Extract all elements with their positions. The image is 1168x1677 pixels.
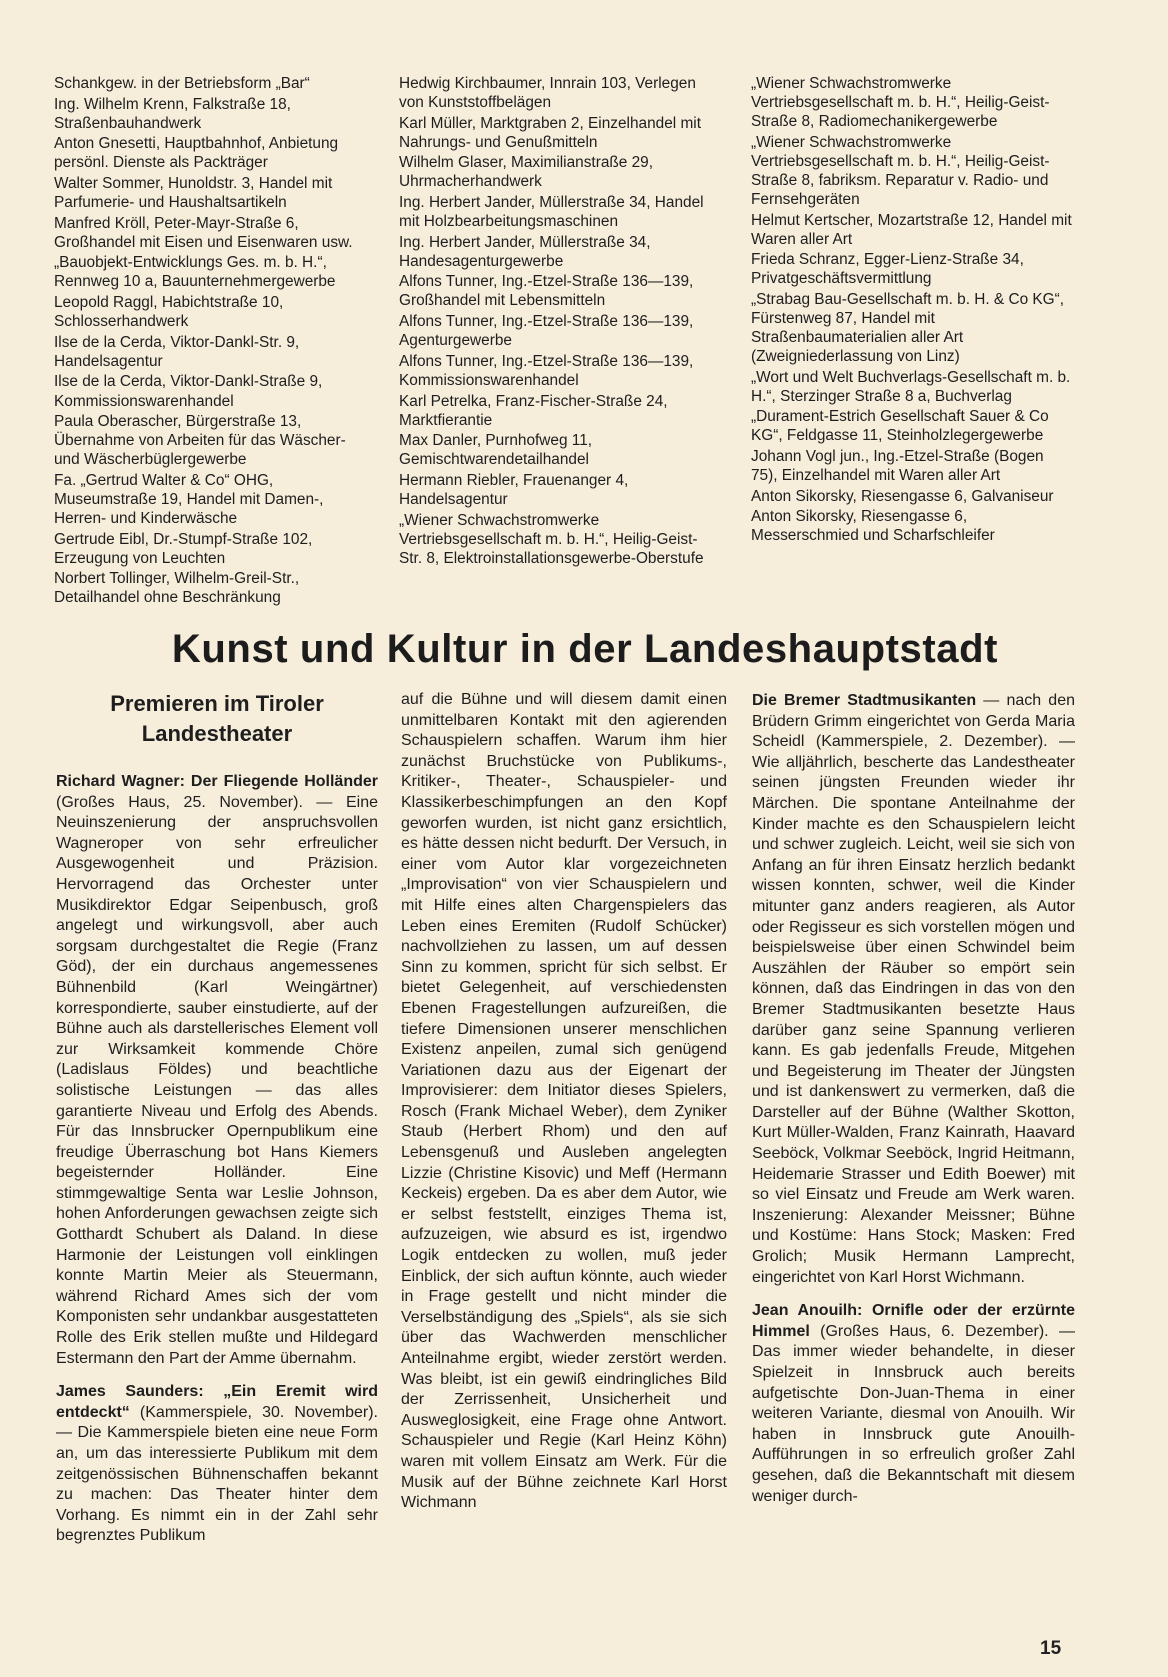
listing-entry: Anton Gnesetti, Hauptbahnhof, Anbietung persönl. Dienste als Packträger [54, 135, 339, 172]
listing-entry: „Wiener Schwachstromwerke Vertriebsgesellschaft m. b. H.“, Heilig-Geist-Straße 8, fabriksm. Reparatur v. Radio- und Fernsehgeräten [751, 133, 1050, 208]
listing-column-1 [54, 74, 374, 609]
listing-entry: Manfred Kröll, Peter-Mayr-Straße 6, Großhandel mit Eisen und Eisenwaren usw. [54, 214, 353, 251]
listing-entry: Paula Oberascher, Bürgerstraße 13, Übernahme von Arbeiten für das Wäscher- und Wäscherbüglergewerbe [54, 413, 346, 469]
listing-entry: Hermann Riebler, Frauenanger 4, Handelsagentur [399, 471, 629, 508]
listing-entry: Anton Sikorsky, Riesengasse 6, Messerschmied und Scharfschleifer [751, 508, 995, 545]
page-number: 15 [1040, 1638, 1062, 1659]
listing-entry: „Wiener Schwachstromwerke Vertriebsgesellschaft m. b. H.“, Heilig-Geist-Str. 8, Elektroinstallationsgewerbe-Oberstufe [399, 511, 704, 567]
article-column-3 [752, 691, 1075, 1507]
review-anouilh [752, 1301, 1075, 1507]
listing-entry: Schankgew. in der Betriebsform „Bar“ [54, 75, 310, 92]
listing-entry: Walter Sommer, Hunoldstr. 3, Handel mit Parfumerie- und Haushaltsartikeln [54, 175, 333, 212]
listing-entry: Frieda Schranz, Egger-Lienz-Straße 34, Privatgeschäftsvermittlung [751, 251, 1024, 288]
listing-entry: Ing. Herbert Jander, Müllerstraße 34, Handesagenturgewerbe [399, 233, 651, 270]
review-saunders [56, 1382, 378, 1547]
listing-entry: Wilhelm Glaser, Maximilianstraße 29, Uhrmacherhandwerk [399, 154, 654, 191]
listing-entry: Ilse de la Cerda, Viktor-Dankl-Straße 9, Kommissionswarenhandel [54, 373, 323, 410]
review-anouilh-title: Jean Anouilh: Ornifle oder der erzürnte Himmel [752, 1302, 1075, 1340]
listing-entry: Norbert Tollinger, Wilhelm-Greil-Str., Detailhandel ohne Beschränkung [54, 570, 300, 607]
section-headline: Kunst und Kultur in der Landeshauptstadt [171, 627, 999, 671]
listing-entry: „Wiener Schwachstromwerke Vertriebsgesellschaft m. b. H.“, Heilig-Geist-Straße 8, Radiomechanikergewerbe [751, 75, 1050, 131]
review-wagner [56, 772, 378, 1369]
listing-entry: Ilse de la Cerda, Viktor-Dankl-Str. 9, Handelsagentur [54, 333, 300, 370]
review-saunders-title: James Saunders: „Ein Eremit wird entdeckt“ [56, 1383, 378, 1421]
listing-entry: Johann Vogl jun., Ing.-Etzel-Straße (Bogen 75), Einzelhandel mit Waren aller Art [751, 448, 1044, 485]
review-bremer-body: — nach den Brüdern Grimm eingerichtet von Gerda Maria Scheidl (Kammerspiele, 2. Dezember). — Wie alljährlich, bescherte das Landestheater seinen jüngsten Freunden wieder ihr Märchen. Die spontane Anteilnahme der Kinder machte es den Schauspielern leicht und schwer zugleich. Leicht, weil sie sich von Anfang an für ihren Einsatz herzlich bedankt wissen konnten, schwer, weil die Kinder mitunter ganz anders reagieren, als Autor oder Regisseur es sich vorstellen mögen und beispielsweise über einen Schwindel beim Auszählen der Räuber so empört sein können, daß das Eindringen in das von den Bremer Stadtmusikanten besetzte Haus darüber ganz seine Spannung verlieren kann. Es gab jedenfalls Freude, Mitgehen und Begeisterung im Theater der Jüngsten und ist dankenswert zu vermerken, daß die Darsteller auf der Bühne (Walther Skotton, Kurt Müller-Walden, Franz Kainrath, Haavard Seeböck, Volkmar Seeböck, Ingrid Heitmann, Heidemarie Strasser und Edith Boewer) mit so viel Einsatz und Freude am Werk waren. Inszenierung: Alexander Meissner; Bühne und Kostüme: Hans Stock; Masken: Fred Grolich; Musik Hermann Lamprecht, eingerichtet von Karl Horst Wichmann. [752, 692, 1076, 1286]
listing-entry: Alfons Tunner, Ing.-Etzel-Straße 136—139, Kommissionswarenhandel [399, 352, 694, 389]
listing-column-2 [399, 74, 707, 569]
listing-entry: Hedwig Kirchbaumer, Innrain 103, Verlegen von Kunststoffbelägen [399, 75, 696, 112]
listing-entry: Ing. Wilhelm Krenn, Falkstraße 18, Straßenbauhandwerk [54, 95, 291, 132]
review-saunders-body: (Kammerspiele, 30. November). — Die Kammerspiele bieten eine neue Form an, um das interessierte Publikum mit dem zeitgenössischen Bühnenschaffen bekannt zu machen: Das Theater hinter dem Vorhang. Es nimmt ein in der Zahl sehr begrenztes Publikum [56, 1403, 378, 1545]
review-bremer-title: Die Bremer Stadtmusikanten [752, 692, 977, 709]
review-bremer-stadtmusikanten [752, 691, 1075, 1288]
listing-entry: Karl Müller, Marktgraben 2, Einzelhandel mit Nahrungs- und Genußmitteln [399, 114, 701, 151]
listing-column-3 [751, 74, 1073, 547]
listing-entry: Karl Petrelka, Franz-Fischer-Straße 24, Marktfierantie [399, 392, 668, 429]
listing-entry: Max Danler, Purnhofweg 11, Gemischtwarendetailhandel [399, 432, 593, 469]
listing-entry: Anton Sikorsky, Riesengasse 6, Galvaniseur [751, 487, 1054, 505]
listing-entry: Helmut Kertscher, Mozartstraße 12, Handel mit Waren aller Art [751, 211, 1072, 248]
listing-entry: „Wort und Welt Buchverlags-Gesellschaft m. b. H.“, Sterzinger Straße 8 a, Buchverlag [751, 368, 1071, 405]
review-wagner-body: (Großes Haus, 25. November). — Eine Neuinszenierung der anspruchsvollen Wagneroper von sehr erfreulicher Ausgewogenheit und Präzision. Hervorragend das Orchester unter Musikdirektor Edgar Seipenbusch, groß angelegt und wirkungsvoll, aber auch sorgsam durchgestaltet die Regie (Franz Göd), der ein durchaus angemessenes Bühnenbild (Karl Weingärtner) korrespondierte, sauber einstudierte, auf der Bühne auch als darstellerisches Element voll zur Wirksamkeit kommende Chöre (Ladislaus Földes) und beachtliche solistische Leistungen — das alles garantierte Niveau und Erfolg des Abends. Für das Innsbrucker Opernpublikum eine freudige Überraschung bot Hans Kiemers begeisternder Holländer. Eine stimmgewaltige Senta war Leslie Johnson, hohen Anforderungen gewachsen zeigte sich Gotthardt Schubert als Daland. In diese Harmonie der Leistungen voll einklingen konnte Martin Meier als Steuermann, während Richard Ames sich der vom Komponisten sehr undankbar ausgestatteten Rolle des Erik stellen mußte und Hildegard Estermann den Part der Amme übernahm. [56, 793, 378, 1367]
article-subheading: Premieren im Tiroler Landestheater [110, 691, 324, 746]
article-column-1 [56, 689, 378, 1547]
listing-entry: Alfons Tunner, Ing.-Etzel-Straße 136—139, Agenturgewerbe [399, 313, 694, 350]
listing-entry: Ing. Herbert Jander, Müllerstraße 34, Handel mit Holzbearbeitungsmaschinen [399, 194, 704, 231]
listing-entry: „Durament-Estrich Gesellschaft Sauer & Co KG“, Feldgasse 11, Steinholzlegergewerbe [751, 408, 1049, 445]
review-wagner-title: Richard Wagner: Der Fliegende Holländer [56, 773, 378, 790]
listing-entry: Leopold Raggl, Habichtstraße 10, Schlosserhandwerk [54, 294, 284, 331]
review-saunders-continued: auf die Bühne und will diesem damit einen unmittelbaren Kontakt mit den agierenden Schauspielern schaffen. Warum ihm hier zunächst Bruchstücke von Publikums-, Kritiker-, Theater-, Schauspieler- und Klassikerbeschimpfungen an den Kopf geworfen wurden, ist nicht ganz ersichtlich, es hätte dessen nicht bedurft. Der Versuch, in einer vom Autor klar vorgezeichneten „Improvisation“ von vier Schauspielern und mit Hilfe eines alten Chargenspielers das Leben eines Eremiten (Rudolf Schücker) nachvollziehen zu lassen, um auf dessen Sinn zu kommen, spricht für sich selbst. Er bietet Gelegenheit, auf verschiedensten Ebenen Fragestellungen aufzureißen, die tiefere Dimensionen unserer menschlichen Existenz anpeilen, zumal sich genügend Variationen dazu aus der Eigenart der Improvisierer: dem Initiator dieses Spielers, Rosch (Frank Michael Weber), dem Zyniker Staub (Herbert Rhom) und den auf Lebensgenuß und Ausleben angelegten Lizzie (Christine Kisovic) und Meff (Hermann Keckeis) ergeben. Da es aber dem Autor, wie er selbst feststellt, einziges Thema ist, aufzuzeigen, wie absurd es ist, irgendwo Logik entdecken zu wollen, muß jeder Einblick, der sich auftun könnte, auch wieder in Frage gestellt und nicht minder die Verselbständigung des „Spiels“, als sie sich über das Wachwerden menschlicher Anteilnahme ergibt, wieder zerstört werden. Was bleibt, ist ein gewiß eindringliches Bild der Zerrissenheit, Unsicherheit und Ausweglosigkeit, eine Frage ohne Antwort. Schauspieler und Regie (Karl Heinz Köhn) waren mit vollem Einsatz am Werk. Für die Musik auf der Bühne zeichnete Karl Horst Wichmann [401, 691, 727, 1512]
listing-entry: Alfons Tunner, Ing.-Etzel-Straße 136—139, Großhandel mit Lebensmitteln [399, 273, 694, 310]
listing-entry: Fa. „Gertrud Walter & Co“ OHG, Museumstraße 19, Handel mit Damen-, Herren- und Kinderwäsche [54, 471, 324, 527]
article-column-2 [401, 690, 727, 1514]
review-anouilh-body: (Großes Haus, 6. Dezember). — Das immer wieder behandelte, in dieser Spielzeit in Innsbruck auch bereits aufgetischte Don-Juan-Thema in einer weiteren Variante, diesmal von Anouilh. Wir haben in Innsbruck gute Anouilh-Aufführungen in so erfreulich großer Zahl gesehen, daß die Bekanntschaft mit diesem weniger durch- [752, 1322, 1075, 1505]
listing-entry: Gertrude Eibl, Dr.-Stumpf-Straße 102, Erzeugung von Leuchten [54, 530, 313, 567]
listing-entry: „Strabag Bau-Gesellschaft m. b. H. & Co KG“, Fürstenweg 87, Handel mit Straßenbaumaterialien aller Art (Zweigniederlassung von Linz) [751, 290, 1065, 366]
listing-entry: „Bauobjekt-Entwicklungs Ges. m. b. H.“, Rennweg 10 a, Bauunternehmergewerbe [54, 254, 336, 291]
